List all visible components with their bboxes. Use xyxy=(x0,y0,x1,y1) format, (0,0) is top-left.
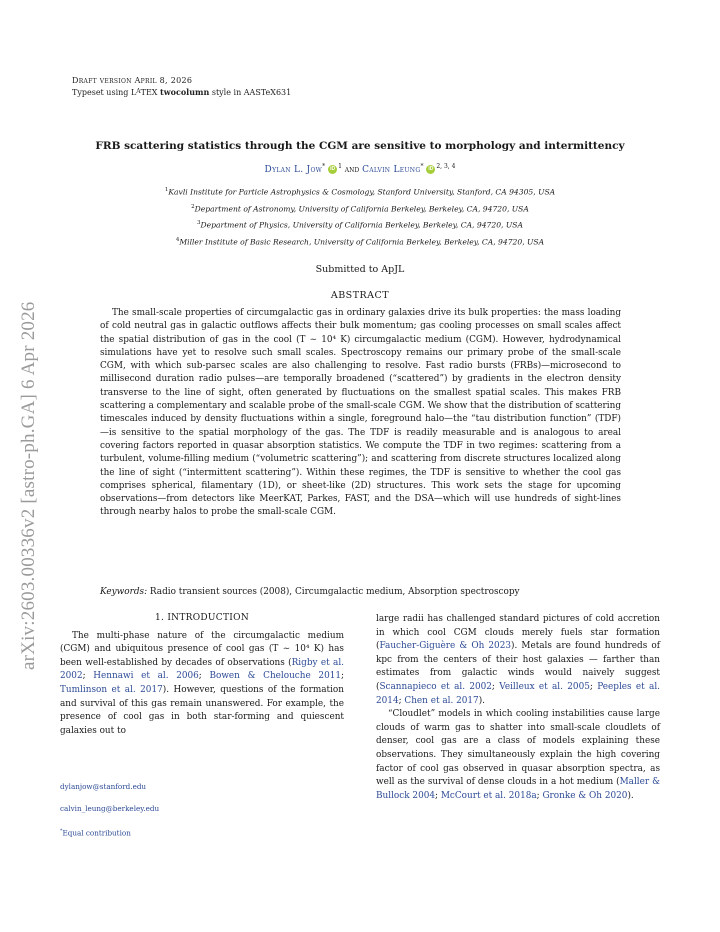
author-conjunction: and xyxy=(344,165,360,175)
footnotes xyxy=(60,776,344,844)
arxiv-identifier-stamp: arXiv:2603.00336v2 [astro-ph.GA] 6 Apr 2026 xyxy=(18,301,39,670)
paper-title: FRB scattering statistics through the CGM are sensitive to morphology and intermittency xyxy=(95,140,625,152)
citation-link[interactable]: Scannapieco et al. 2002 xyxy=(379,681,492,692)
keywords-text: Radio transient sources (2008), Circumgalactic medium, Absorption spectroscopy xyxy=(149,587,520,597)
abstract-heading: ABSTRACT xyxy=(330,290,390,301)
draft-header xyxy=(72,75,291,98)
section-heading-introduction: 1. INTRODUCTION xyxy=(154,613,250,623)
citation-link[interactable]: Maller & Bullock 2004 xyxy=(376,777,661,801)
author-jow[interactable]: Dylan L. Jow xyxy=(264,165,323,175)
intro-paragraph-1: The multi-phase nature of the circumgalactic medium (CGM) and ubiquitous presence of cool gas (T ∼ 10⁴ K) has been well-established by decades of observations (Rigby et al. 2002; Hennawi et al. 2006; Bowen & Chelouche 2011; Tumlinson et al. 2017). However, questions of the formation and survival of this gas remain unanswered. For example, the presence of cool gas in both star-forming and quiescent galaxies out to xyxy=(60,630,345,736)
author-list: Dylan L. Jow* iD $^1$ and Calvin Leung* iD $^{2, 3, 4}$ xyxy=(264,163,456,175)
citation-link[interactable]: Veilleux et al. 2005 xyxy=(499,681,590,692)
submission-note: Submitted to ApJL xyxy=(315,264,405,275)
affiliation-1: $^1$Kavli Institute for Particle Astrophysics & Cosmology, Stanford University, Stanford, CA 94305, USA xyxy=(164,187,556,197)
citation-link[interactable]: Hennawi et al. 2006 xyxy=(93,671,199,682)
citation-link[interactable]: Rigby et al. 2002 xyxy=(60,657,344,682)
citation-link[interactable]: Chen et al. 2017 xyxy=(404,695,479,706)
citation-link[interactable]: Tumlinson et al. 2017 xyxy=(60,684,163,695)
citation-link[interactable]: Gronke & Oh 2020 xyxy=(542,790,628,801)
equal-contribution-note: *Equal contribution xyxy=(60,828,131,838)
intro-paragraph-2: “Cloudlet” models in which cooling instabilities cause large clouds of warm gas to shatter into small-scale cloudlets of denser, cool gas are a class of models explaining these observations. They simultaneously explain the high covering factor of cool gas observed in quasar absorption spectra, as well as the survival of dense clouds in a hot medium (Maller & Bullock 2004; McCourt et al. 2018a; Gronke & Oh 2020). xyxy=(376,709,661,801)
email-link-jow[interactable]: dylanjow@stanford.edu xyxy=(60,782,147,791)
draft-version-line: Draft version April 8, 2026 xyxy=(72,76,193,85)
citation-link[interactable]: Peeples et al. 2014 xyxy=(376,681,660,706)
affiliation-4: $^4$Miller Institute of Basic Research, University of California Berkeley, Berkeley, CA, 94720, USA xyxy=(175,236,545,247)
orcid-icon[interactable]: iD xyxy=(428,166,434,172)
citation-link[interactable]: Faucher-Giguère & Oh 2023 xyxy=(379,641,511,652)
author-leung[interactable]: Calvin Leung xyxy=(362,165,421,175)
email-link-leung[interactable]: calvin_leung@berkeley.edu xyxy=(60,804,160,813)
affiliation-3: $^3$Department of Physics, University of California Berkeley, Berkeley, CA, 94720, USA xyxy=(197,220,523,230)
keywords-label: Keywords: xyxy=(100,587,148,597)
right-column xyxy=(376,613,660,803)
abstract-text: The small-scale properties of circumgalactic gas in ordinary galaxies drive its bulk properties: the mass loading of cold neutral gas in galactic outflows affects their bulk momentum; gas cooling processes on small scales affect the spatial distribution of gas in the cool (T ∼ 10⁴ K) circumgalactic medium (CGM). However, hydrodynamical simulations have yet to resolve such small scales. Spectroscopy remains our primary probe of the small-scale CGM, with which sub-parsec scales are also challenging to resolve. Fast radio bursts (FRBs)—microsecond to millisecond duration radio pulses—are temporally broadened (“scattered”) by gradients in the electron density transverse to the line of sight, often generated by fluctuations on the smallest spatial scales. This makes FRB scattering a complementary and scalable probe of the small-scale CGM. We show that the distribution of scattering timescales induced by density fluctuations within a single, foreground halo—the “tau distribution function” (TDF)—is sensitive to the spatial morphology of the gas. The TDF is readily measurable and is analogous to areal covering factors reported in quasar absorption statistics. We compute the TDF in two regimes: scattering from a turbulent, volume-filling medium (“volumetric scattering”); and scattering from discrete structures localized along the line of sight (“intermittent scattering”). Within these regimes, the TDF is sensitive to whether the cool gas comprises spherical, filamentary (1D), or sheet-like (2D) structures. This work sets the stage for upcoming observations—from detectors like MeerKAT, Parkes, FAST, and the DSA—which will use hundreds of sight-lines through nearby halos to probe the small-scale CGM. xyxy=(100,308,621,518)
left-column xyxy=(60,612,344,738)
affiliation-list xyxy=(72,183,648,249)
typeset-line: Typeset using $L^ATEX$ twocolumn style in AASTeX631 xyxy=(72,87,292,97)
keywords xyxy=(100,587,621,597)
intro-paragraph-1-continued: large radii has challenged standard pictures of cold accretion in which cool CGM clouds merely fuels star formation (Faucher-Giguère & Oh 2023). Metals are found hundreds of kpc from the centers of their host galaxies — farther than estimates from galactic winds would naively suggest (Scannapieco et al. 2002; Veilleux et al. 2005; Peeples et al. 2014; Chen et al. 2017). xyxy=(376,614,660,706)
citation-link[interactable]: Bowen & Chelouche 2011 xyxy=(209,671,342,682)
affiliation-2: $^2$Department of Astronomy, University of California Berkeley, Berkeley, CA, 94720, USA xyxy=(191,203,529,214)
citation-link[interactable]: McCourt et al. 2018a xyxy=(440,790,537,801)
orcid-icon[interactable]: iD xyxy=(330,166,336,172)
